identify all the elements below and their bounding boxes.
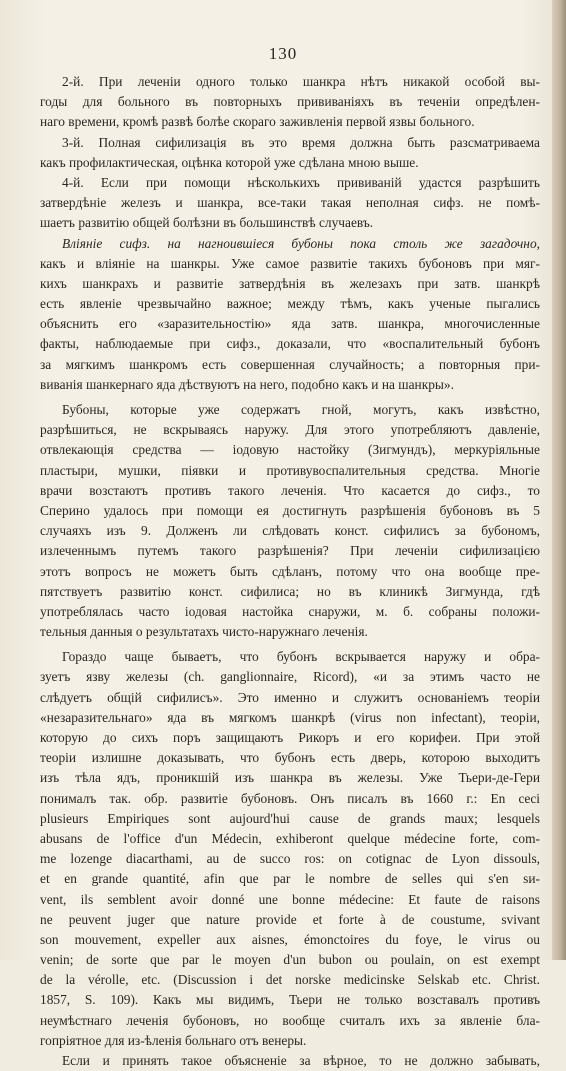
paragraph	[40, 647, 540, 1051]
text-line: пластыри, мушки, піявки и противувоспалительныя средства. Многіе	[40, 462, 540, 478]
text-line: затвердѣніе железъ и шанкра, все-таки такая неполная сифз. не помѣ-	[40, 195, 540, 211]
text-line: виванія шанкернаго яда дѣствуютъ на него, подобно какъ и на шанкры».	[40, 376, 454, 392]
text-line: случаяхъ изъ 9. Долженъ ли слѣдовать конст. сифилисъ за бубономъ,	[40, 523, 540, 539]
text-line: Вліяніе сифз. на нагноившіеся бубоны пока столь же загадочно,	[62, 235, 540, 251]
text-line: пятствуетъ развитію конст. сифилиса; но въ клиникѣ Зигмунда, гдѣ	[40, 583, 540, 599]
text-line: какъ профилактическая, оцѣнка которой уже сдѣлана мною выше.	[40, 154, 419, 170]
text-line: за мягкимъ шанкромъ есть совершенная случайность; а повторныя при-	[40, 356, 540, 372]
text-line: 2-й. При леченіи одного только шанкра нѣтъ никакой особой вы-	[62, 74, 540, 89]
text-line: Если и принять такое объясненіе за вѣрное, то не должно забывать,	[62, 1053, 540, 1068]
body-text	[40, 72, 540, 1071]
text-line: гопріятное для из-ѣленія больнаго отъ венеры.	[40, 1032, 307, 1048]
paragraph	[40, 400, 540, 642]
text-line: ne peuvent juger que nature provide et forte à de coustume, svivant	[40, 911, 540, 927]
text-line: me lozenge diacarthami, au de succo ros: on cotignac de Lyon dissouls,	[40, 851, 540, 867]
text-line: есть явленіе чрезвычайно важное; между тѣмъ, какъ ученые пыгались	[40, 296, 540, 312]
text-line: venin; de sorte que par le moyen d'un bubon ou poulain, on est exempt	[40, 952, 540, 968]
text-line: какъ и вліяніе на шанкры. Уже самое развитіе такихъ бубоновъ при мяг-	[40, 255, 540, 271]
text-line: Бубоны, которые уже содержатъ гной, могутъ, какъ извѣстно,	[62, 402, 540, 417]
text-line: изъ тѣла ядъ, проникшій изъ шанкра въ железы. Уже Тьери-де-Гери	[40, 770, 540, 786]
text-line: et en grande quantité, afin que par le nombre de selles qui s'en ѕи-	[40, 871, 540, 887]
text-line: 1857, S. 109). Какъ мы видимъ, Тьери не только возставалъ противъ	[40, 992, 540, 1008]
text-line: слѣдуетъ общій сифилисъ». Это именно и служитъ основаніемъ теоріи	[40, 689, 540, 705]
text-line: излеченнымъ путемъ такого разрѣшенія? При леченіи сифилизацією	[40, 543, 540, 559]
paragraph	[40, 1051, 540, 1071]
text-line: годы для больного въ повторныхъ прививаніяхъ въ теченіи опредѣлен-	[40, 94, 540, 110]
text-line: объяснить его «заразительностію» яда затв. шанкра, многочисленные	[40, 316, 540, 332]
text-line: понималъ так. обр. развитіе бубоновъ. Онъ писалъ въ 1660 г.: En ceci	[40, 790, 540, 806]
text-line: abusans de l'office d'un Médecin, exhiberont quelque médecine forte, com-	[40, 830, 540, 846]
text-line: употреблялась часто іодовая настойка снаружи, м. б. собраны положи-	[40, 603, 540, 619]
text-line: de la vérolle, etc. (Discussion i det norske medicinske Selskab etc. Christ.	[40, 972, 540, 988]
text-line: которую до сихъ поръ защищаютъ Рикоръ и его корифеи. При этой	[40, 730, 540, 745]
page-edge-shadow	[552, 0, 566, 960]
text-line: Сперино удалось при помощи ея достигнуть разрѣшенія бубоновъ въ 5	[40, 502, 540, 518]
text-line: plusieurs Empiriques sont aujourd'hui cause de grands maux; lesquels	[40, 810, 540, 826]
text-line: Гораздо чаще бываетъ, что бубонъ вскрывается наружу и обра-	[62, 649, 540, 665]
page-number: 130	[268, 44, 298, 63]
text-line: наго времени, кромѣ развѣ болѣе скораго заживленія первой язвы больного.	[40, 114, 475, 130]
text-line: неумѣстнаго леченія бубоновъ, но вообще считалъ ихъ за явленіе бла-	[40, 1012, 540, 1028]
text-line: разрѣшиться, не вскрываясь наружу. Для этого употребляютъ давленіе,	[40, 422, 540, 438]
text-line: тельныя данныя о результатахъ чисто-наружнаго леченія.	[40, 624, 368, 640]
text-line: 4-й. Если при помощи нѣсколькихъ прививаній удастся разрѣшить	[62, 174, 540, 190]
text-line: отвлекающія средства — іодовую настойку (Зигмундъ), меркуріяльные	[40, 442, 540, 458]
text-line: врачи возстаютъ противъ такого леченія. Что касается до сифз., то	[40, 482, 540, 498]
text-line: vent, ils semblent avoir donné une bonne médecine: Et faute de raisons	[40, 891, 540, 907]
text-line: кихъ шанкрахъ и развитіе затвердѣнія въ железахъ при затв. шанкрѣ	[40, 275, 540, 291]
paragraph	[40, 234, 540, 396]
text-line: 3-й. Полная сифилизація въ это время должна быть разсматриваема	[62, 134, 540, 150]
text-line: зуетъ язву железы (ch. ganglionnaire, Ricord), «и за этимъ часто не	[40, 669, 540, 685]
paragraph	[40, 72, 540, 133]
text-line: этотъ вопросъ не можетъ быть сдѣланъ, потому что она вообще пре-	[40, 563, 540, 579]
text-line: шаетъ развитію общей болѣзни въ большинствѣ случаевъ.	[40, 215, 374, 231]
text-line: теоріи излишне доказывать, что бубонъ есть дверь, которою выходитъ	[40, 750, 540, 766]
text-line: факты, наблюдаемые при сифз., доказали, что «воспалительный бубонъ	[40, 336, 540, 352]
paragraph	[40, 173, 540, 234]
paragraph	[40, 133, 540, 173]
text-line: son mouvement, expeller aux aisnes, émonctoires du foye, le virus ou	[40, 931, 540, 947]
text-line: «незаразительнаго» яда въ мягкомъ шанкрѣ (virus non infectant), теоріи,	[40, 709, 540, 725]
